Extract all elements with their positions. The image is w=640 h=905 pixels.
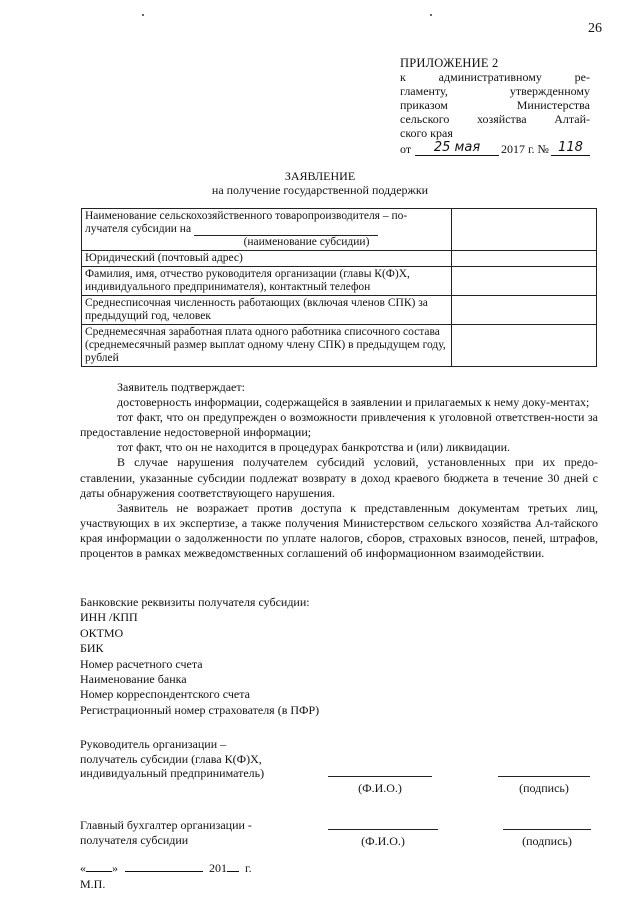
table-cell-value[interactable]: [452, 209, 597, 251]
bank-field-reg-number: Регистрационный номер страхователя (в ПФР): [80, 702, 320, 717]
table-row: [82, 325, 597, 367]
appendix-line: ского края: [400, 126, 453, 140]
page-number: 26: [588, 21, 602, 36]
row1-line2: [85, 223, 448, 236]
order-number-handwritten: 118: [551, 141, 590, 156]
document-title: ЗАЯВЛЕНИЕ: [284, 169, 356, 183]
open-quote: «: [80, 861, 86, 875]
appendix-line: [400, 84, 590, 98]
accountant-signature-block: [80, 818, 252, 847]
fio-caption: (Ф.И.О.): [358, 781, 402, 795]
fio-line[interactable]: [328, 829, 438, 830]
scan-speck: [430, 14, 432, 16]
stamp-placeholder: М.П.: [80, 877, 106, 891]
signatory-title: Руководитель организации –: [80, 737, 227, 751]
order-year: 2017 г. №: [500, 142, 549, 156]
word: административному: [438, 70, 542, 84]
order-prefix: от: [400, 142, 412, 156]
year-blank[interactable]: [227, 871, 239, 872]
bank-field-bik: БИК: [80, 641, 104, 656]
document-subtitle: на получение государственной поддержки: [211, 183, 429, 197]
bank-field-oktmo: ОКТМО: [80, 625, 124, 640]
table-cell-value[interactable]: [452, 251, 597, 267]
close-quote: »: [112, 861, 118, 875]
order-line: [400, 141, 590, 156]
table-cell-value[interactable]: [452, 325, 597, 367]
word: Алтай-: [554, 112, 590, 126]
fio-line[interactable]: [328, 776, 432, 777]
word: приказом: [400, 98, 448, 112]
appendix-title: ПРИЛОЖЕНИЕ 2: [400, 56, 499, 70]
table-cell-label: [82, 209, 452, 251]
row1-prefix: лучателя субсидии на: [85, 223, 192, 235]
bank-details: [80, 595, 319, 718]
bank-field-corr-account: Номер корреспондентского счета: [80, 687, 250, 702]
signatory-title: индивидуальный предприниматель): [80, 766, 265, 780]
signature-line[interactable]: [498, 776, 590, 777]
word: гламенту,: [400, 84, 448, 98]
paragraph: Заявитель не возражает против доступа к представленным документам третьих лиц, участвующих в их экспертизе, а также получения Министерством сельского хозяйства Ал-тайского края информации о задолженности по уплате налогов, сборов, страховых взносов, пеней, штрафов, процентов в рамках межведомственных соглашений об информационном взаимодействии.: [80, 500, 598, 561]
subsidy-name-blank[interactable]: [194, 225, 378, 236]
table-row: [82, 267, 597, 296]
appendix-line: [400, 98, 590, 112]
table-cell-label: Среднемесячная заработная плата одного работника списочного состава (среднемесячный размер выплат одному члену СПК) в предыдущем году, рублей: [82, 325, 452, 367]
word: утвержденному: [509, 84, 590, 98]
fio-caption: (Ф.И.О.): [361, 834, 405, 848]
word: ре-: [574, 70, 590, 84]
signature-caption: (подпись): [519, 781, 569, 795]
signature-caption: (подпись): [522, 834, 572, 848]
paragraph: тот факт, что он предупрежден о возможности привлечения к уголовной ответствен-ности за предоставление недостоверной информации;: [80, 410, 598, 440]
declaration-text: [80, 380, 598, 561]
table-row: [82, 296, 597, 325]
appendix-line: [400, 70, 590, 84]
application-table: [81, 208, 597, 367]
signatory-title: получатель субсидии (глава К(Ф)Х,: [80, 751, 262, 766]
day-blank[interactable]: [86, 871, 112, 872]
order-date-handwritten: 25 мая: [415, 141, 499, 156]
bank-field-inn: ИНН /КПП: [80, 610, 138, 625]
paragraph: достоверность информации, содержащейся в заявлении и прилагаемых к нему доку-ментах;: [117, 395, 590, 410]
bank-field-bank-name: Наименование банка: [80, 672, 187, 687]
table-cell-label: Фамилия, имя, отчество руководителя организации (главы К(Ф)Х, индивидуального предпринимателя), контактный телефон: [82, 267, 452, 296]
bank-field-account: Номер расчетного счета: [80, 656, 203, 671]
table-cell-value[interactable]: [452, 296, 597, 325]
signature-line[interactable]: [503, 829, 591, 830]
paragraph: В случае нарушения получателем субсидий условий, установленных при их предо-ставлении, указанные субсидии подлежат возврату в доход краевого бюджета в течение 30 дней с даты обнаружения соответствующего нарушения.: [80, 455, 598, 500]
word: Министерства: [516, 98, 590, 112]
year-suffix: г.: [245, 861, 252, 875]
date-line: [80, 861, 252, 876]
table-cell-label: Юридический (почтовый адрес): [82, 251, 452, 267]
date-row: [80, 861, 252, 876]
subsidy-name-note: (наименование субсидии): [243, 236, 370, 248]
paragraph: Заявитель подтверждает:: [117, 380, 245, 394]
table-row: [82, 209, 597, 251]
year-prefix: 201: [209, 861, 227, 875]
word: к: [400, 70, 406, 84]
table-row: [82, 251, 597, 267]
table-cell-value[interactable]: [452, 267, 597, 296]
bank-heading: Банковские реквизиты получателя субсидии:: [80, 595, 310, 609]
table-cell-label: Среднесписочная численность работающих (включая членов СПК) за предыдущий год, человек: [82, 296, 452, 325]
word: сельского: [400, 112, 450, 126]
head-signature-block: [80, 737, 264, 781]
row1-line1: Наименование сельскохозяйственного товаропроизводителя – по-: [85, 210, 408, 222]
word: хозяйства: [477, 112, 527, 126]
signatory-title: Главный бухгалтер организации -: [80, 818, 252, 832]
paragraph: тот факт, что он не находится в процедурах банкротства и (или) ликвидации.: [117, 440, 510, 455]
appendix-block: [400, 56, 590, 156]
signatory-title: получателя субсидии: [80, 832, 189, 847]
scan-speck: [142, 14, 144, 16]
appendix-line: [400, 112, 590, 126]
month-blank[interactable]: [125, 871, 203, 872]
